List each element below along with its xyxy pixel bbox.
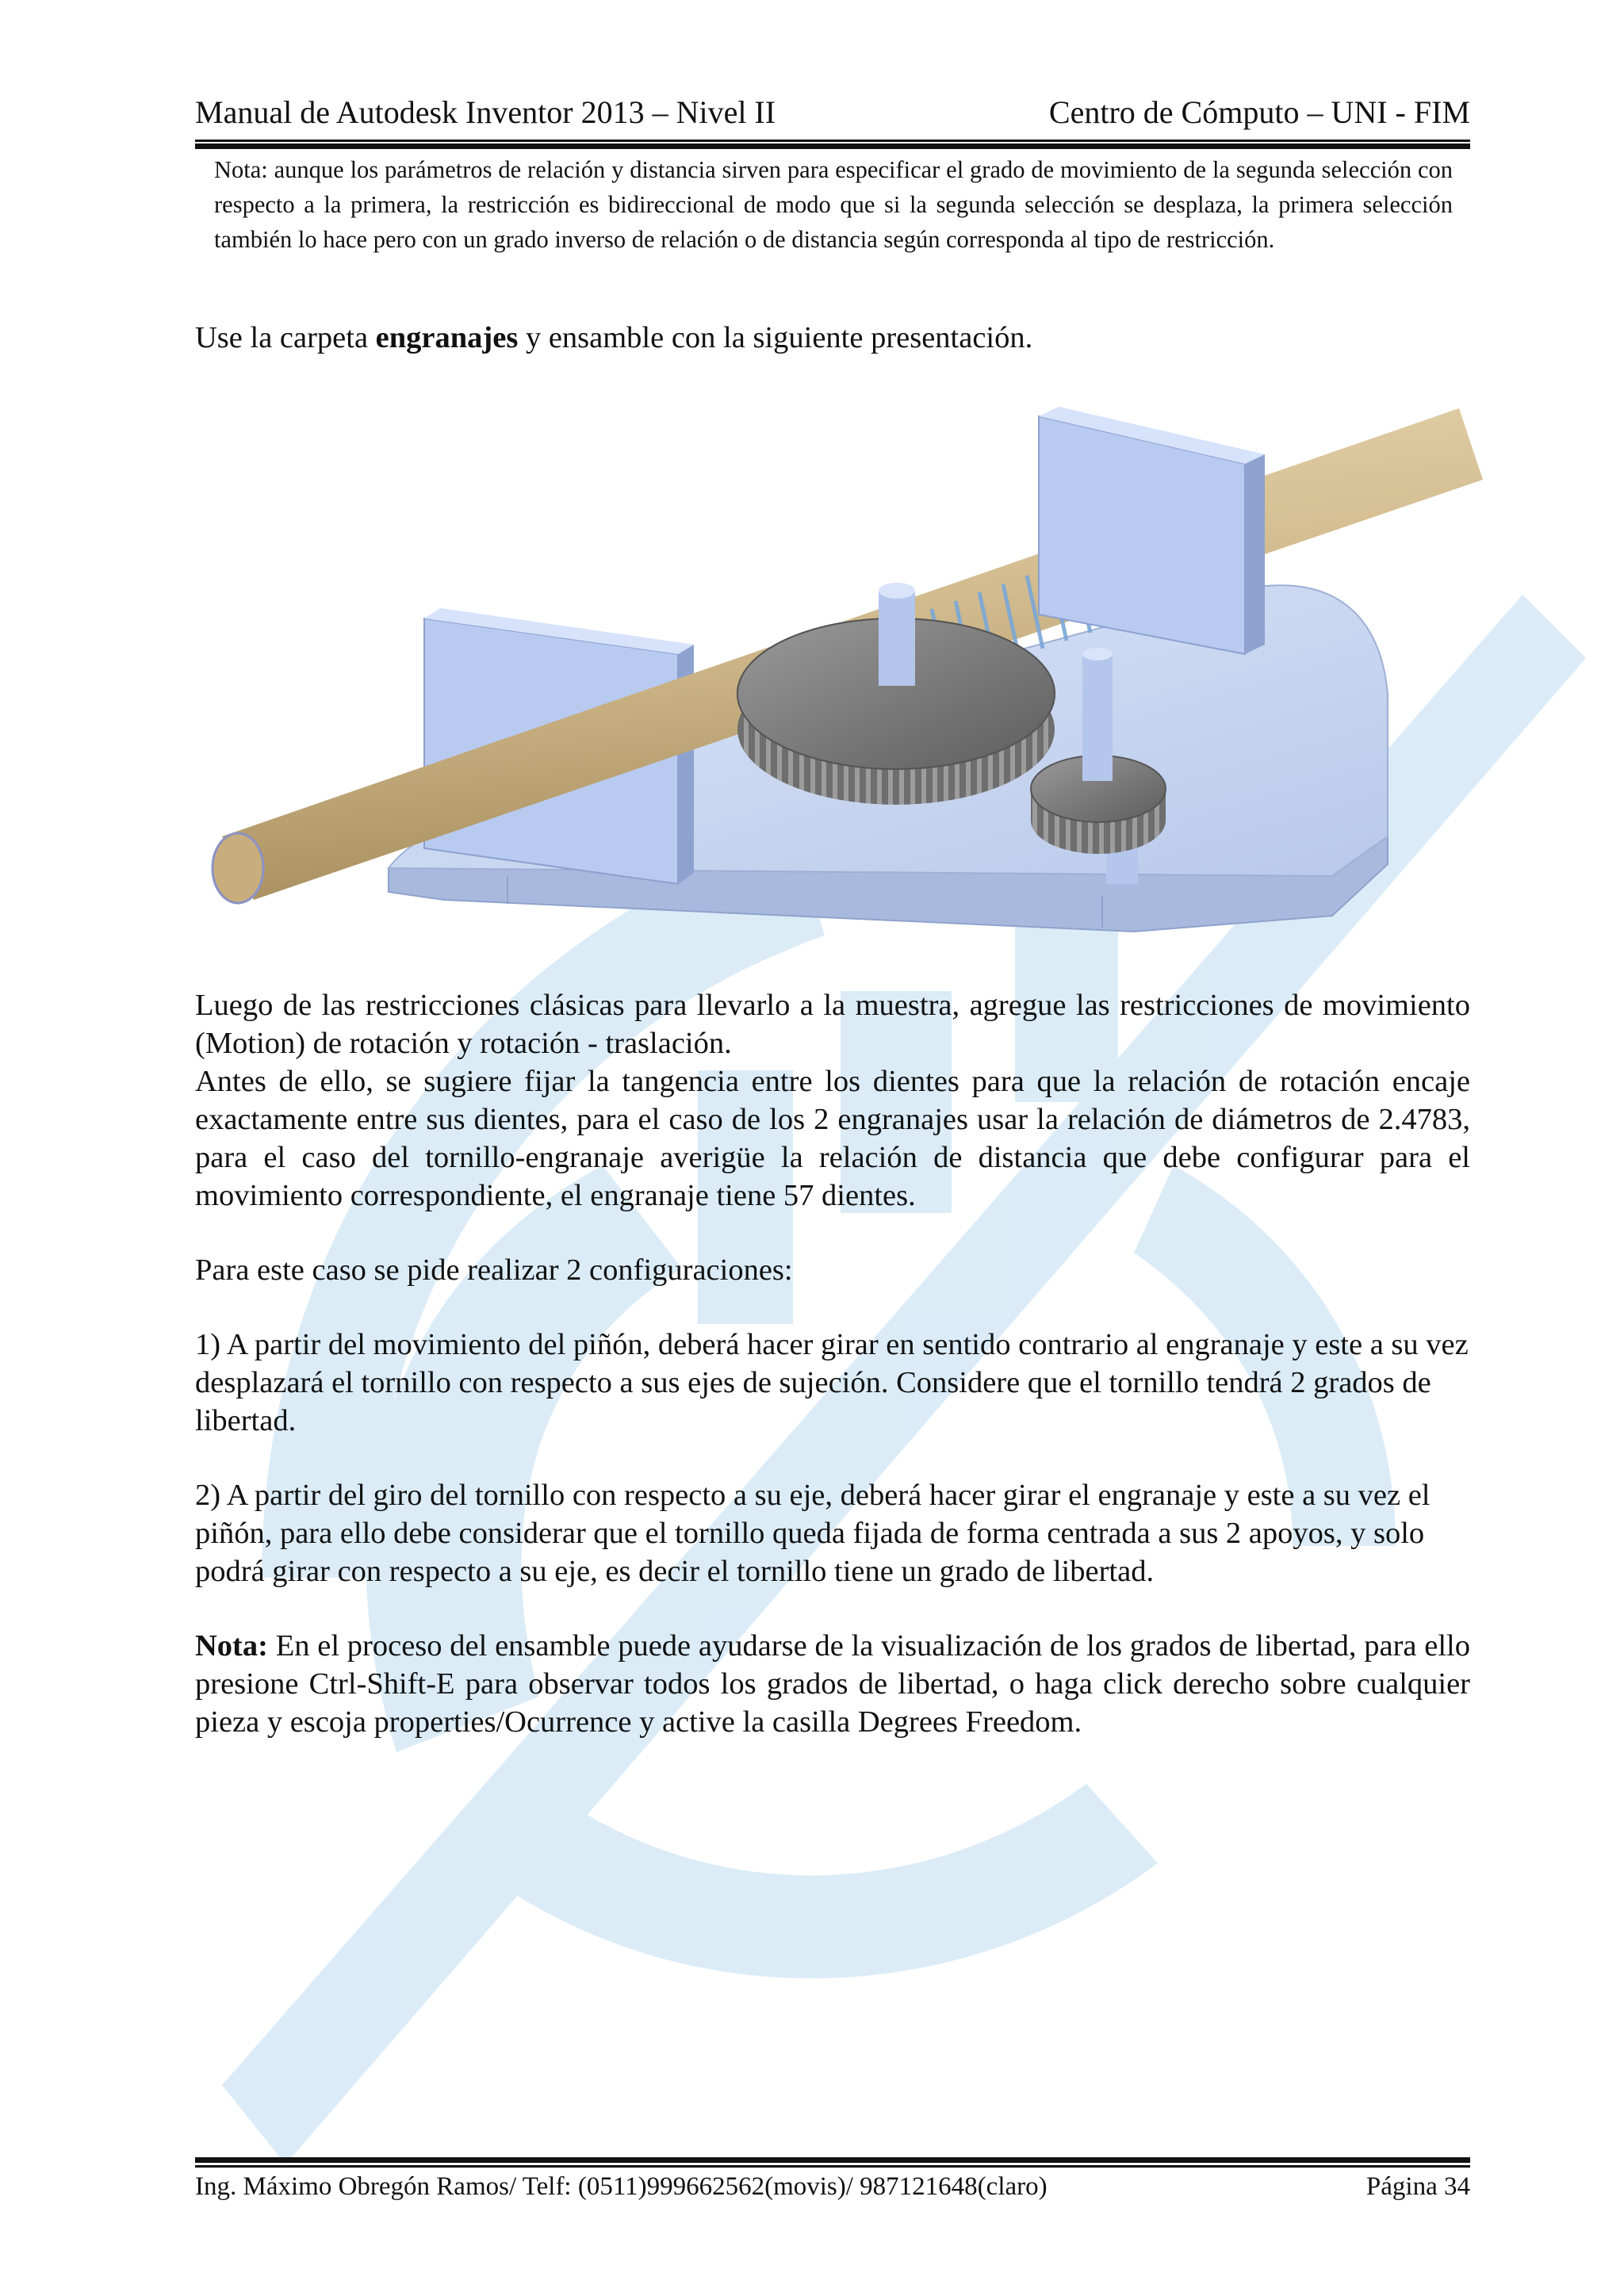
intro-text-before: Use la carpeta (195, 321, 376, 354)
right-support (1039, 407, 1265, 654)
footer-author-contact: Ing. Máximo Obregón Ramos/ Telf: (0511)999662562(movis)/ 987121648(claro) (195, 2172, 1048, 2201)
paragraph-antes-de-ello: Antes de ello, se sugiere fijar la tangencia entre los dientes para que la relación de rotación encaje exactamente entre sus dientes, para el caso de los 2 engranajes usar la relación de diámetros de 2.4783, para el caso del tornillo-engranaje averigüe la relación de distancia que debe configurar para el movimiento correspondiente, el engranaje tiene 57 dientes. (195, 1065, 1470, 1212)
assembly-illustration (198, 392, 1546, 963)
header-rule-thick (195, 144, 1470, 149)
header-rule-thin (195, 140, 1470, 142)
nota-final-label: Nota: (195, 1629, 268, 1663)
header-institution: Centro de Cómputo – UNI - FIM (1048, 94, 1470, 130)
footer-rule-thick (195, 2157, 1470, 2163)
list-item-config-1: 1) A partir del movimiento del piñón, deberá hacer girar en sentido contrario al engranaje y este a su vez desplazará el tornillo con respecto a sus ejes de sujeción. Considere que el tornillo tendrá 2 grados de libertad. (195, 1328, 1469, 1437)
intro-folder-name: engranajes (375, 321, 519, 354)
note-parametros: Nota: aunque los parámetros de relación y distancia sirven para especificar el grado de movimiento de la segunda selección con respecto a la primera, la restricción es bidireccional de modo que si la segunda selección se desplaza, la primera selección también lo hace pero con un grado inverso de relación o de distancia según corresponda al tipo de restricción. (214, 156, 1453, 253)
nota-final-text: En el proceso del ensamble puede ayudarse de la visualización de los grados de libertad, para ello presione Ctrl-Shift-E para observar todos los grados de libertad, o haga click derecho sobre cualquier pieza y escoja properties/Ocurrence y active la casilla Degrees Freedom. (195, 1629, 1470, 1739)
nota-final (195, 1627, 1470, 1741)
header-manual-title: Manual de Autodesk Inventor 2013 – Nivel II (195, 94, 776, 130)
intro-text-after: y ensamble con la siguiente presentación. (518, 321, 1033, 354)
page-number: Página 34 (1365, 2172, 1470, 2201)
page-header (195, 94, 1470, 143)
footer-rule-thin (195, 2165, 1470, 2168)
paragraph-restricciones: Luego de las restricciones clásicas para llevarlo a la muestra, agregue las restricciones de movimiento (Motion) de rotación y rotación - traslación. (195, 989, 1470, 1060)
paragraph-configuraciones: Para este caso se pide realizar 2 configuraciones: (195, 1253, 793, 1287)
intro-paragraph (195, 319, 1470, 357)
page-footer (195, 2172, 1470, 2212)
list-item-config-2: 2) A partir del giro del tornillo con respecto a su eje, deberá hacer girar el engranaje y este a su vez el piñón, para ello debe considerar que el tornillo queda fijada de forma centrada a sus 2 apoyos, y solo podrá girar con respecto a su eje, es decir el tornillo tiene un grado de libertad. (195, 1479, 1431, 1588)
